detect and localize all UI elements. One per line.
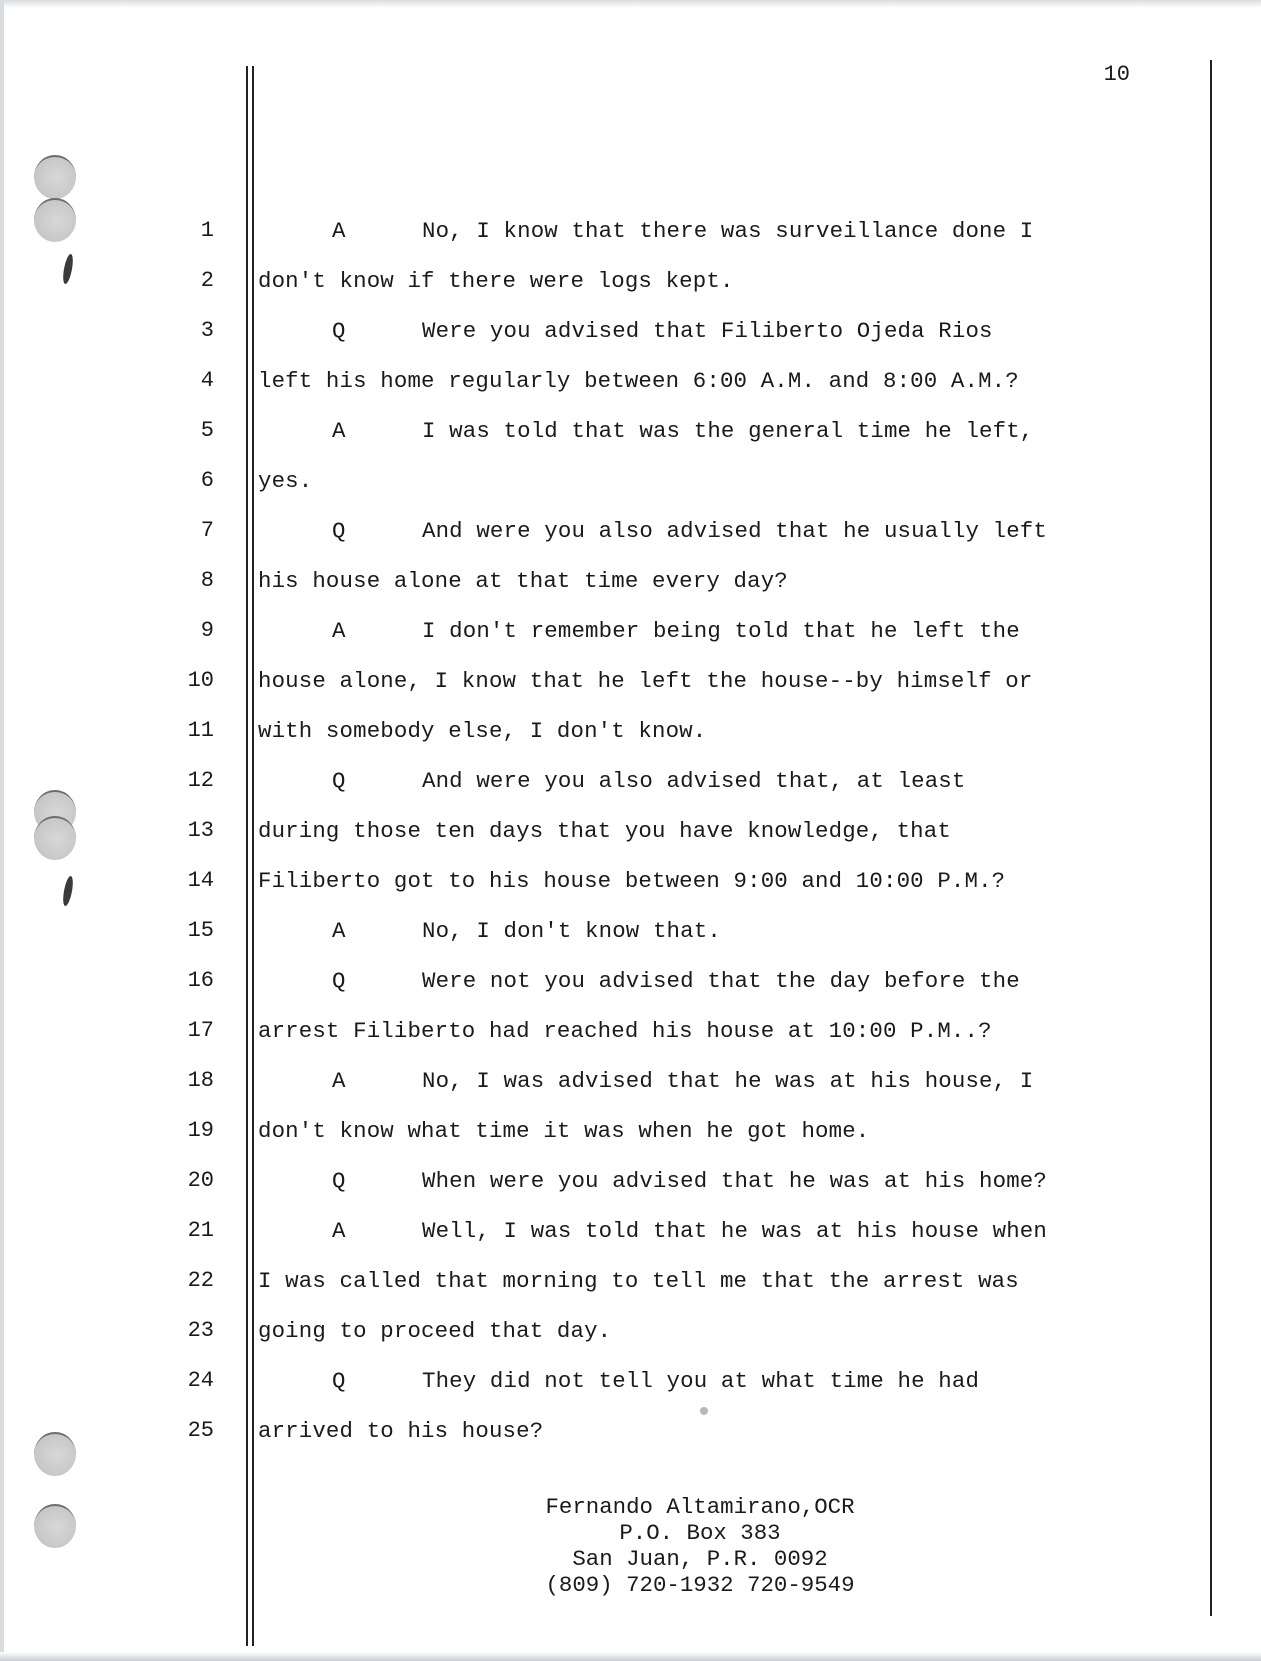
testimony-line: No, I was advised that he was at his house, I	[422, 1068, 1034, 1094]
testimony-line: Were not you advised that the day before the	[422, 968, 1020, 994]
testimony-line: yes.	[258, 468, 313, 494]
testimony-line: And were you also advised that he usually left	[422, 518, 1047, 544]
testimony-line: house alone, I know that he left the house--by himself or	[258, 668, 1033, 694]
line-number: 3	[200, 318, 214, 343]
hole-shadow-mark	[61, 876, 74, 906]
line-number: 4	[200, 368, 214, 393]
speaker-label: A	[332, 1068, 346, 1094]
speaker-label: Q	[332, 1168, 346, 1194]
testimony-line: I was called that morning to tell me that the arrest was	[258, 1268, 1019, 1294]
testimony-line: Well, I was told that he was at his house when	[422, 1218, 1047, 1244]
speaker-label: A	[332, 418, 346, 444]
scan-edge-bottom	[0, 1652, 1261, 1661]
footer-reporter-name: Fernando Altamirano,OCR	[545, 1494, 855, 1520]
testimony-line: And were you also advised that, at least	[422, 768, 966, 794]
punch-hole-icon	[34, 1432, 76, 1476]
footer-address-line-2: San Juan, P.R. 0092	[572, 1546, 828, 1572]
testimony-line: with somebody else, I don't know.	[258, 718, 707, 744]
line-number: 17	[187, 1018, 214, 1043]
line-number: 11	[187, 718, 214, 743]
line-number: 5	[200, 418, 214, 443]
testimony-line: going to proceed that day.	[258, 1318, 612, 1344]
speaker-label: A	[332, 218, 346, 244]
line-number: 13	[187, 818, 214, 843]
scan-edge-left	[0, 0, 4, 1661]
left-margin-rule	[252, 66, 254, 1646]
line-number: 19	[187, 1118, 214, 1143]
testimony-line: arrived to his house?	[258, 1418, 544, 1444]
line-number: 2	[200, 268, 214, 293]
line-number: 21	[187, 1218, 214, 1243]
right-margin-rule	[1210, 60, 1212, 1616]
footer-phone: (809) 720-1932 720-9549	[545, 1572, 855, 1598]
testimony-line: I was told that was the general time he left,	[422, 418, 1034, 444]
testimony-line: Were you advised that Filiberto Ojeda Rios	[422, 318, 993, 344]
testimony-line: No, I know that there was surveillance done I	[422, 218, 1034, 244]
speaker-label: Q	[332, 318, 346, 344]
scan-edge-top	[0, 0, 1261, 8]
speaker-label: Q	[332, 968, 346, 994]
line-number: 15	[187, 918, 214, 943]
footer-address-line-1: P.O. Box 383	[619, 1520, 781, 1546]
punch-hole-icon	[34, 155, 76, 199]
line-number: 16	[187, 968, 214, 993]
speaker-label: Q	[332, 518, 346, 544]
line-number: 23	[187, 1318, 214, 1343]
testimony-line: left his home regularly between 6:00 A.M. and 8:00 A.M.?	[258, 368, 1019, 394]
scan-speck	[700, 1407, 708, 1415]
testimony-line: They did not tell you at what time he had	[422, 1368, 980, 1394]
line-number: 9	[200, 618, 214, 643]
speaker-label: A	[332, 1218, 346, 1244]
speaker-label: A	[332, 618, 346, 644]
line-number: 6	[200, 468, 214, 493]
line-number: 7	[200, 518, 214, 543]
line-number: 20	[187, 1168, 214, 1193]
punch-hole-icon	[34, 198, 76, 242]
line-number: 25	[187, 1418, 214, 1443]
hole-shadow-mark	[61, 254, 74, 284]
page-number: 10	[1103, 62, 1130, 87]
line-number: 18	[187, 1068, 214, 1093]
punch-hole-icon	[34, 816, 76, 860]
testimony-line: No, I don't know that.	[422, 918, 721, 944]
testimony-line: his house alone at that time every day?	[258, 568, 788, 594]
left-margin-rule	[246, 66, 248, 1646]
speaker-label: A	[332, 918, 346, 944]
line-number: 14	[187, 868, 214, 893]
speaker-label: Q	[332, 1368, 346, 1394]
testimony-line: When were you advised that he was at his home?	[422, 1168, 1047, 1194]
line-number: 1	[200, 218, 214, 243]
punch-hole-icon	[34, 1504, 76, 1548]
testimony-line: don't know if there were logs kept.	[258, 268, 734, 294]
speaker-label: Q	[332, 768, 346, 794]
line-number: 22	[187, 1268, 214, 1293]
line-number: 10	[187, 668, 214, 693]
testimony-line: don't know what time it was when he got home.	[258, 1118, 870, 1144]
line-number: 12	[187, 768, 214, 793]
testimony-line: during those ten days that you have knowledge, that	[258, 818, 951, 844]
testimony-line: I don't remember being told that he left the	[422, 618, 1020, 644]
testimony-line: Filiberto got to his house between 9:00 and 10:00 P.M.?	[258, 868, 1006, 894]
testimony-line: arrest Filiberto had reached his house at 10:00 P.M..?	[258, 1018, 992, 1044]
line-number: 24	[187, 1368, 214, 1393]
line-number: 8	[200, 568, 214, 593]
